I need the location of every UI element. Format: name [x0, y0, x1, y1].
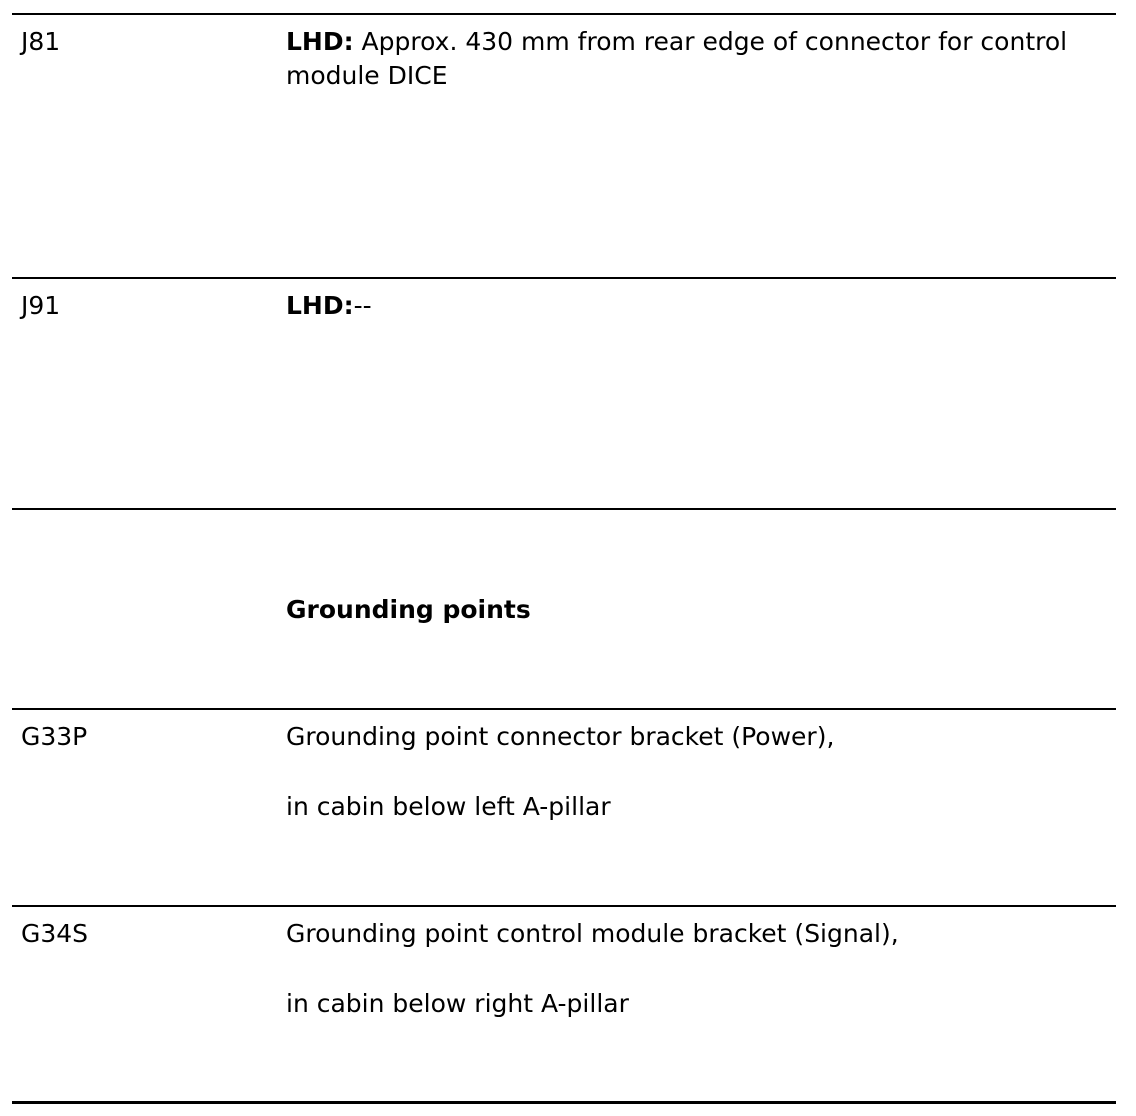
grounding-description [286, 720, 1106, 824]
table-rule [12, 508, 1116, 510]
lhd-label: LHD: [286, 291, 354, 320]
table-rule-top [12, 13, 1116, 15]
location-text: -- [353, 291, 372, 320]
section-heading: Grounding points [286, 595, 531, 624]
grounding-line: Grounding point connector bracket (Power), [286, 722, 835, 751]
connector-location [286, 289, 1106, 323]
grounding-line: in cabin below left A-pillar [286, 792, 611, 821]
grounding-code: G33P [21, 722, 88, 751]
grounding-line: Grounding point control module bracket (Signal), [286, 919, 899, 948]
table-rule-bottom [12, 1101, 1116, 1104]
connector-location [286, 25, 1106, 93]
connector-code: J91 [21, 291, 61, 320]
connector-code: J81 [21, 27, 61, 56]
grounding-code: G34S [21, 919, 89, 948]
location-text: Approx. 430 mm from rear edge of connector for control module DICE [286, 27, 1068, 90]
grounding-description [286, 917, 1106, 1021]
table-rule [12, 277, 1116, 279]
table-rule [12, 708, 1116, 710]
lhd-label: LHD: [286, 27, 354, 56]
table-rule [12, 905, 1116, 907]
grounding-line: in cabin below right A-pillar [286, 989, 629, 1018]
